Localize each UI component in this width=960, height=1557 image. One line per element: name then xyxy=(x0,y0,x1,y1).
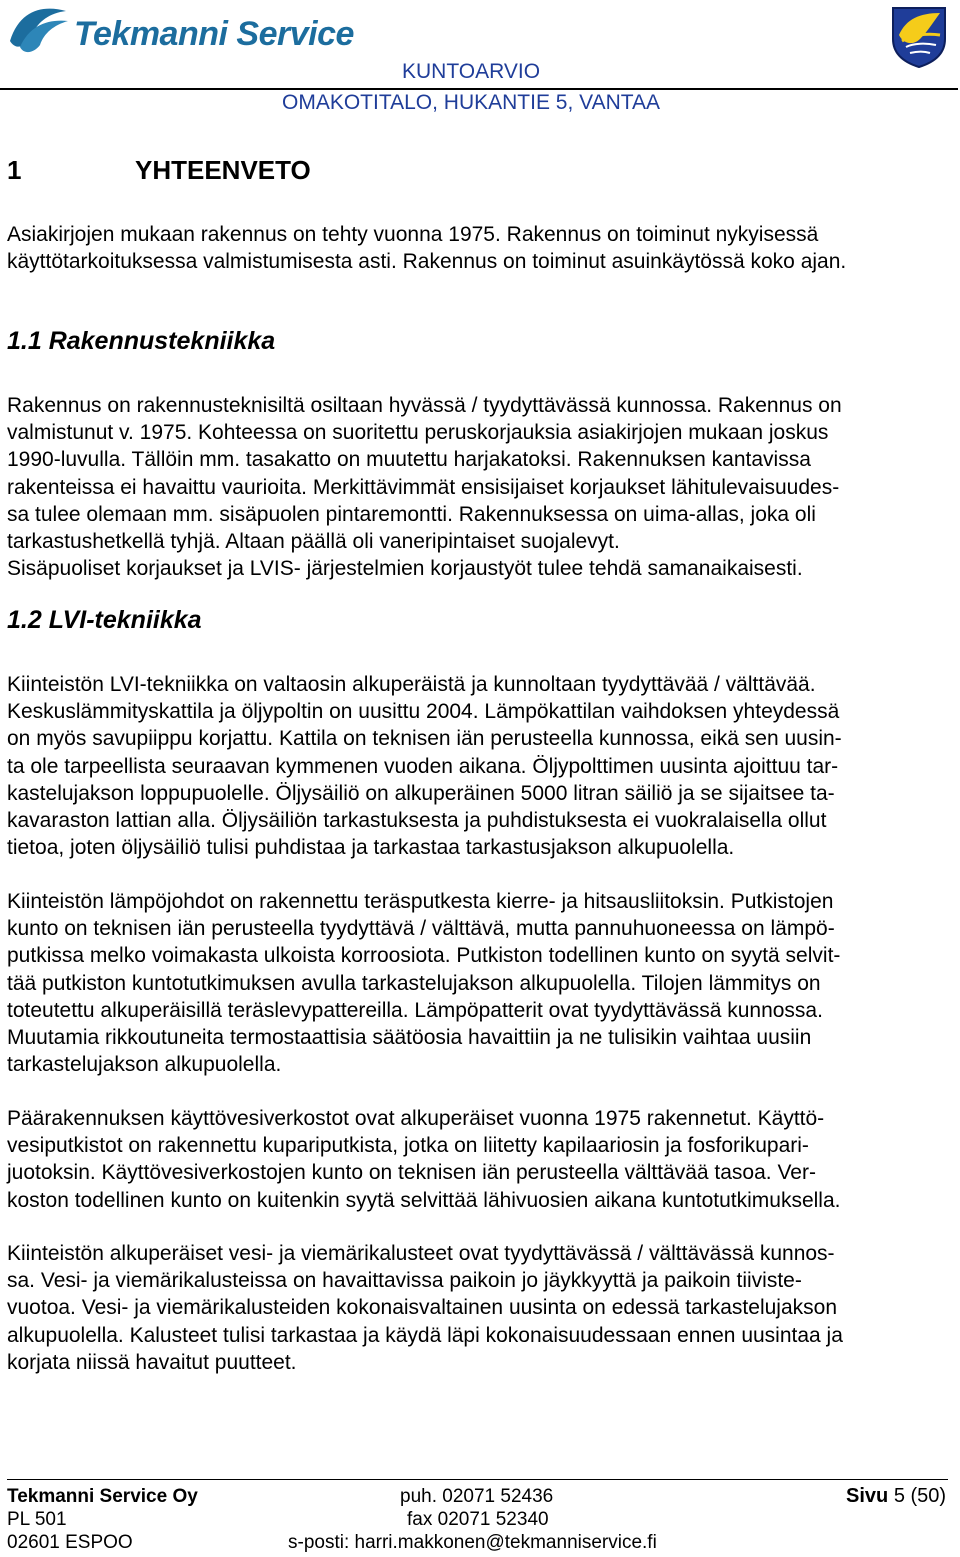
lvi-paragraph-1: Kiinteistön LVI-tekniikka on valtaosin alkuperäistä ja kunnoltaan tyydyttävää / välttävää. Keskuslämmityskattila ja öljypoltin on uusittu 2004. Lämpökattilan vaihdoksen yhteydessä on myös savupiippu korjattu. Kattila on teknisen iän perusteella kunnossa, eikä sen uusin- ta ole tarpeellista seuraavan kymmenen vuoden aikana. Öljypolttimen uusinta ajoittuu tar- kastelujakson loppupuolelle. Öljysäiliö on alkuperäinen 5000 litran säiliö ja se sijaitsee ta- kavaraston lattian alla. Öljysäiliön tarkastuksesta ja puhdistuksesta ei vuokralaisella ollut tietoa, joten öljysäiliö tulisi puhdistaa ja tarkastaa tarkastusjakson alkupuolella. xyxy=(7,673,842,860)
rakennustekniikka-paragraph: Rakennus on rakennusteknisiltä osiltaan hyvässä / tyydyttävässä kunnossa. Rakennus on valmistunut v. 1975. Kohteessa on suoritettu peruskorjauksia asiakirjojen mukaan joskus 1990-luvulla. Tällöin mm. tasakatto on muutettu harjakatoksi. Rakennuksen kantavissa rakenteissa ei havaittu vaurioita. Merkittävimmät ensisijaiset korjaukset lähitulevaisuudes- sa tulee olemaan mm. sisäpuolen pintaremontti. Rakennuksessa on uima-allas, joka oli tarkastushetkellä tyhjä. Altaan päällä oli vaneripintaiset suojalevyt. Sisäpuoliset korjaukset ja LVIS- järjestelmien korjaustyöt tulee tehdä samanaikaisesti. xyxy=(7,394,842,581)
lvi-paragraph-4: Kiinteistön alkuperäiset vesi- ja viemärikalusteet ovat tyydyttävässä / välttävässä kunnos- sa. Vesi- ja viemärikalusteissa on havaittavissa paikoin jo jäykkyyttä ja paikoin tiiviste- vuotoa. Vesi- ja viemärikalusteiden kokonaisvaltainen uusinta on edessä tarkastelujakson alkupuolella. Kalusteet tulisi tarkastaa ja käydä läpi kokonaisuudessaan ennen uusintaa ja korjata niissä havaitut puutteet. xyxy=(7,1242,843,1374)
footer-divider xyxy=(7,1479,948,1480)
header-divider xyxy=(0,88,958,90)
tekmanni-service-logo xyxy=(6,3,356,57)
lvi-paragraph-2: Kiinteistön lämpöjohdot on rakennettu teräsputkesta kierre- ja hitsausliitoksin. Putkistojen kunto on teknisen iän perusteella tyydyttävä / välttävä, mutta pannuhuoneessa on lämpö- putkissa melko voimakasta ulkoista korroosiota. Putkiston todellinen kunto on syytä selvit- tää putkiston kuntotutkimuksen avulla tarkastelujakson alkupuolella. Tilojen lämmitys on toteutettu alkuperäisillä teräslevypattereilla. Lämpöpatterit ovat tyydyttävässä kunnossa. Muutamia rikkoutuneita termostaattisia säätöosia havaittiin ja ne tulisikin vaihtaa uusiin tarkastelujakson alkupuolella. xyxy=(7,890,841,1077)
section-1-1-heading: 1.1 Rakennustekniikka xyxy=(7,327,276,355)
footer-company: Tekmanni Service Oy xyxy=(7,1486,198,1507)
section-1-2-heading: 1.2 LVI-tekniikka xyxy=(7,606,202,634)
lvi-paragraph-3: Päärakennuksen käyttövesiverkostot ovat alkuperäiset vuonna 1975 rakennetut. Käyttö- vesiputkistot on rakennettu kupariputkista, jotka on liitetty kapilaariosin ja fosforikupari- juotoksin. Käyttövesiverkostojen kunto on teknisen iän perusteella välttävää tasoa. Ver- koston todellinen kunto on kuitenkin syytä selvittää lähivuosien aikana kuntotutkimuksella. xyxy=(7,1107,841,1212)
page-indicator xyxy=(846,1485,946,1508)
footer-fax: fax 02071 52340 xyxy=(407,1509,549,1530)
page-label: Sivu xyxy=(846,1485,889,1507)
section-1-heading xyxy=(7,155,311,186)
logo-text: Tekmanni Service xyxy=(74,15,354,53)
intro-paragraph: Asiakirjojen mukaan rakennus on tehty vuonna 1975. Rakennus on toiminut nykyisessä käyttötarkoituksessa valmistumisesta asti. Rakennus on toiminut asuinkäytössä koko ajan. xyxy=(7,223,847,274)
document-type: KUNTOARVIO xyxy=(402,60,541,83)
vantaa-coat-of-arms xyxy=(890,5,948,69)
footer-phone: puh. 02071 52436 xyxy=(400,1486,554,1507)
section-number: 1 xyxy=(7,155,22,185)
page-number: 5 (50) xyxy=(893,1485,947,1507)
section-title: YHTEENVETO xyxy=(135,155,311,185)
footer-po-box: PL 501 xyxy=(7,1509,67,1530)
footer-email: s-posti: harri.makkonen@tekmanniservice.fi xyxy=(288,1532,657,1553)
property-address: OMAKOTITALO, HUKANTIE 5, VANTAA xyxy=(282,91,661,114)
footer-postal: 02601 ESPOO xyxy=(7,1532,133,1553)
